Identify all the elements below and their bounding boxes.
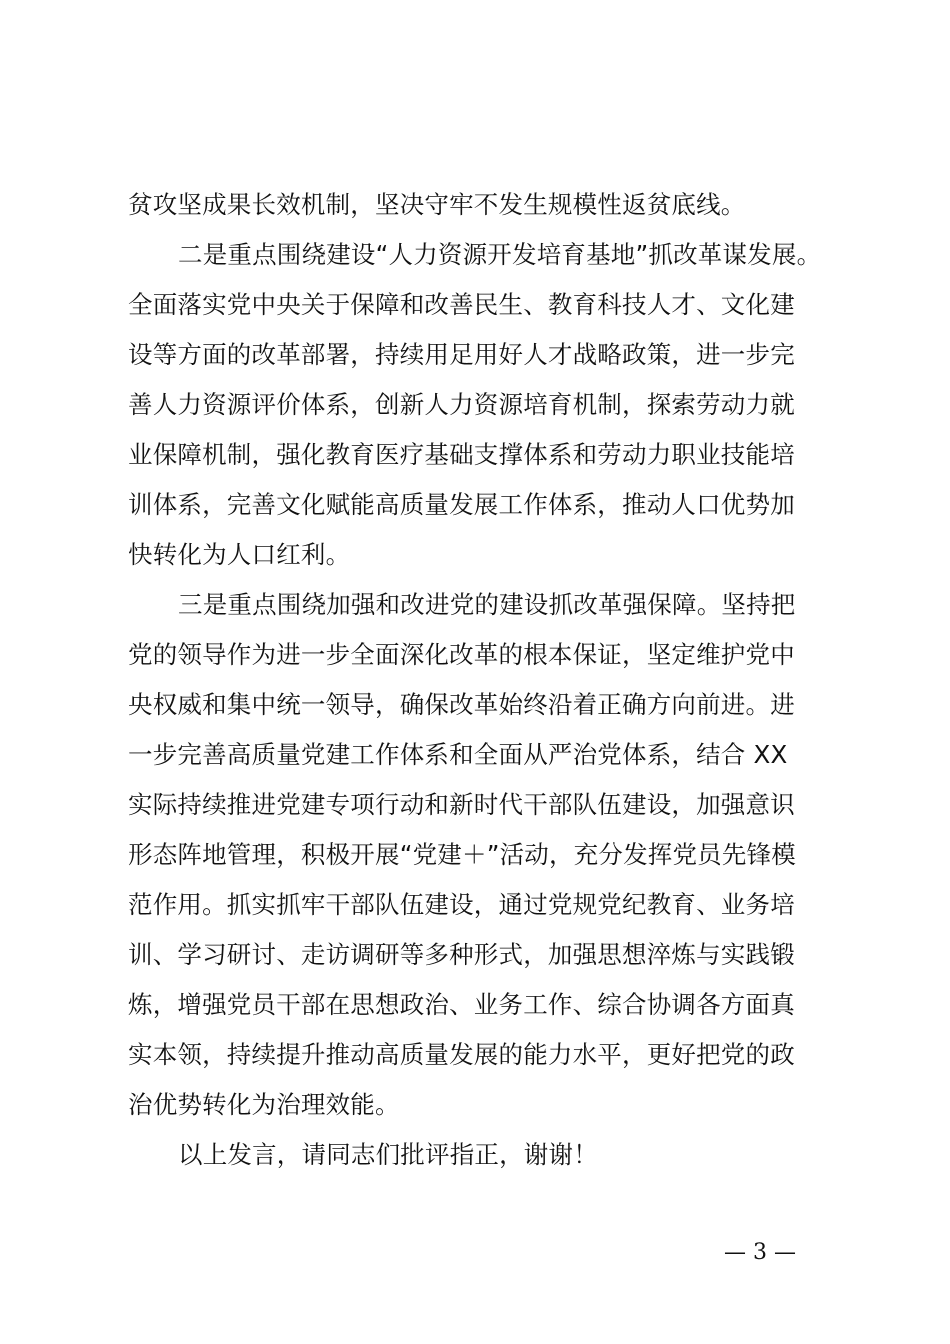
text-line: 一步完善高质量党建工作体系和全面从严治党体系，结合 XX bbox=[128, 740, 788, 769]
text-line: 炼，增强党员干部在思想政治、业务工作、综合协调各方面真 bbox=[128, 990, 795, 1019]
text-line: 快转化为人口红利。 bbox=[128, 540, 351, 569]
text-line: 设等方面的改革部署，持续用足用好人才战略政策，进一步完 bbox=[128, 340, 795, 369]
page-number: — 3 — bbox=[724, 1240, 796, 1265]
text-line: 党的领导作为进一步全面深化改革的根本保证，坚定维护党中 bbox=[128, 640, 795, 669]
text-line: 善人力资源评价体系，创新人力资源培育机制，探索劳动力就 bbox=[128, 390, 795, 419]
closing-remark-line: 以上发言，请同志们批评指正，谢谢！ bbox=[178, 1140, 598, 1169]
text-line: 治优势转化为治理效能。 bbox=[128, 1090, 400, 1119]
text-line: 实本领，持续提升推动高质量发展的能力水平，更好把党的政 bbox=[128, 1040, 795, 1069]
text-line: 训、学习研讨、走访调研等多种形式，加强思想淬炼与实践锻 bbox=[128, 940, 795, 969]
text-line: 业保障机制，强化教育医疗基础支撑体系和劳动力职业技能培 bbox=[128, 440, 795, 469]
text-line: 全面落实党中央关于保障和改善民生、教育科技人才、文化建 bbox=[128, 290, 795, 319]
text-line: 贫攻坚成果长效机制，坚决守牢不发生规模性返贫底线。 bbox=[128, 190, 746, 219]
text-line: 央权威和集中统一领导，确保改革始终沿着正确方向前进。进 bbox=[128, 690, 795, 719]
text-line: 范作用。抓实抓牢干部队伍建设，通过党规党纪教育、业务培 bbox=[128, 890, 795, 919]
paragraph-start-line: 三是重点围绕加强和改进党的建设抓改革强保障。坚持把 bbox=[178, 590, 796, 619]
paragraph-start-line: 二是重点围绕建设“人力资源开发培育基地”抓改革谋发展。 bbox=[178, 240, 822, 269]
text-line: 训体系，完善文化赋能高质量发展工作体系，推动人口优势加 bbox=[128, 490, 795, 519]
text-line: 形态阵地管理，积极开展“党建＋”活动，充分发挥党员先锋模 bbox=[128, 840, 796, 869]
text-line: 实际持续推进党建专项行动和新时代干部队伍建设，加强意识 bbox=[128, 790, 795, 819]
